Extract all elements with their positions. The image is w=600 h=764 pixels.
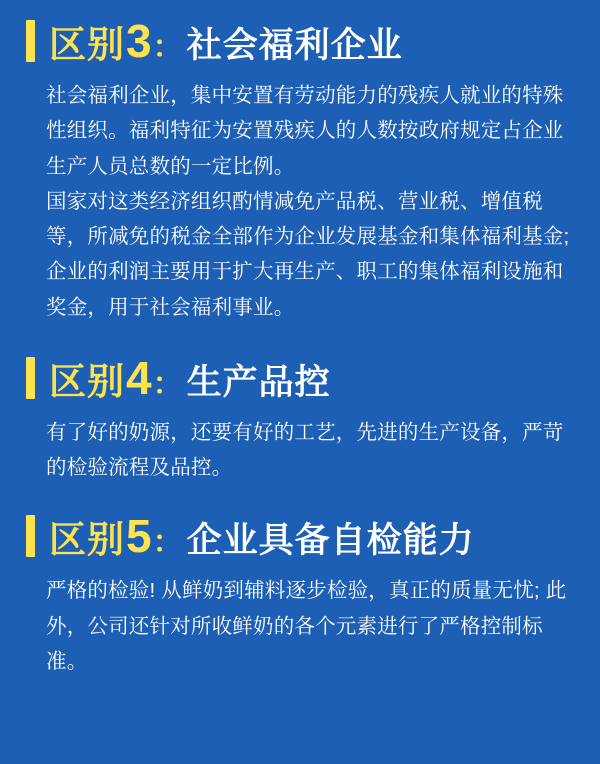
- section-number-4: 4: [126, 351, 152, 404]
- section-colon-5: ：: [152, 526, 183, 560]
- section-heading-4: [49, 351, 331, 404]
- section-heading-5: [49, 510, 475, 563]
- section-heading-3: [49, 15, 403, 67]
- section-difference-4: [26, 351, 574, 486]
- paragraph: 严格的检验! 从鲜奶到辅料逐步检验，真正的质量无忧; 此外，公司还针对所收鲜奶的各个元素进行了严格控制标准。: [46, 579, 567, 673]
- section-header-4: [26, 351, 574, 404]
- paragraph: 有了好的奶源，还要有好的工艺，先进的生产设备，严苛的检验流程及品控。: [46, 420, 564, 479]
- section-title-5: 企业具备自检能力: [186, 521, 475, 561]
- section-colon-4: ：: [152, 367, 183, 401]
- section-label-4: 区别: [49, 360, 125, 402]
- section-number-3: 3: [126, 15, 152, 67]
- section-number-5: 5: [126, 510, 152, 563]
- accent-bar-icon: [26, 357, 35, 399]
- accent-bar-icon: [26, 20, 35, 62]
- section-title-4: 生产品控: [186, 362, 331, 402]
- section-difference-5: [26, 510, 574, 679]
- section-header-3: [26, 15, 574, 67]
- section-header-5: [26, 510, 574, 563]
- section-body-4: [32, 415, 574, 486]
- accent-bar-icon: [26, 515, 35, 557]
- section-label-5: 区别: [49, 519, 125, 561]
- section-title-3: 社会福利企业: [186, 26, 403, 65]
- paragraph: 社会福利企业，集中安置有劳动能力的残疾人就业的特殊性组织。福利特征为安置残疾人的人数按政府规定占企业生产人员总数的一定比例。: [46, 84, 564, 178]
- section-colon-3: ：: [152, 31, 183, 64]
- section-label-3: 区别: [49, 24, 125, 65]
- section-body-5: [32, 573, 574, 679]
- section-difference-3: [26, 15, 574, 325]
- section-body-3: [32, 78, 574, 325]
- paragraph: 国家对这类经济组织酌情减免产品税、营业税、增值税等，所减免的税金全部作为企业发展基金和集体福利基金;企业的利润主要用于扩大再生产、职工的集体福利设施和奖金，用于社会福利事业。: [46, 189, 570, 319]
